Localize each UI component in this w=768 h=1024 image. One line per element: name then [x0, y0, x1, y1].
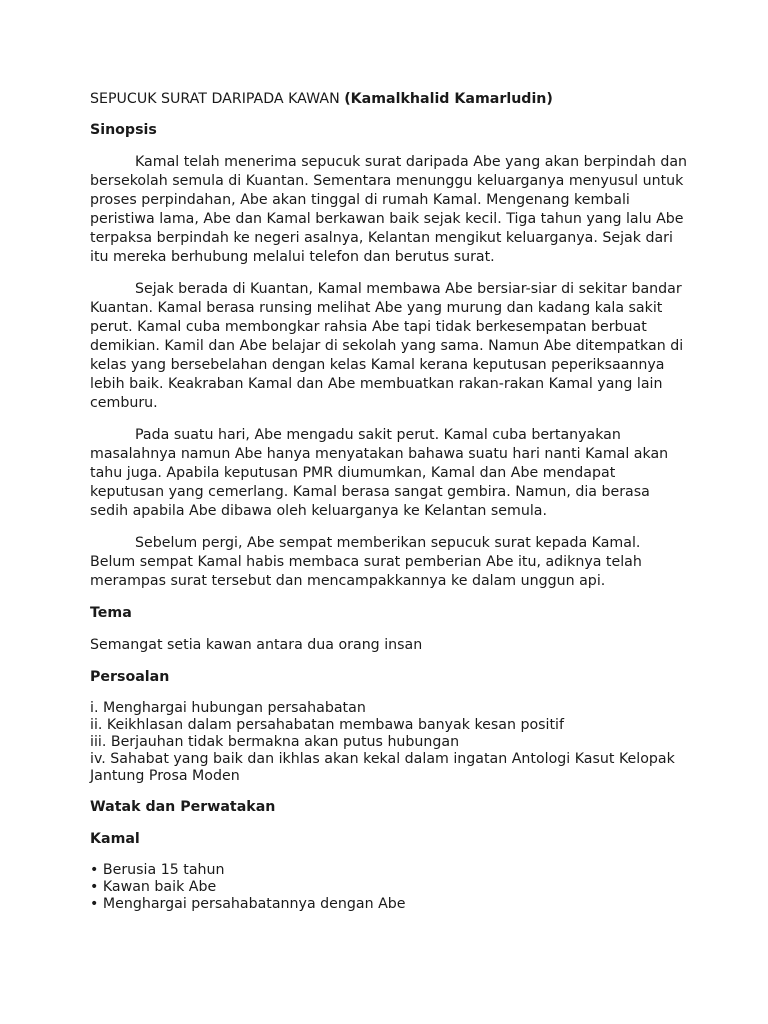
sinopsis-heading: Sinopsis	[90, 122, 157, 138]
document-title	[90, 90, 690, 109]
list-item: • Kawan baik Abe	[90, 879, 217, 895]
document-page	[90, 90, 690, 926]
list-item: iv. Sahabat yang baik dan ikhlas akan kekal dalam ingatan Antologi Kasut Kelopak Jantung Prosa Moden	[90, 751, 675, 784]
persoalan-heading: Persoalan	[90, 669, 170, 685]
list-item: iii. Berjauhan tidak bermakna akan putus hubungan	[90, 734, 460, 750]
list-item: i. Menghargai hubungan persahabatan	[90, 700, 366, 716]
sinopsis-paragraph-2: Sejak berada di Kuantan, Kamal membawa Abe bersiar-siar di sekitar bandar Kuantan. Kamal berasa runsing melihat Abe yang murung dan kadang kala sakit perut. Kamal cuba membongkar rahsia Abe tapi tidak berkesempatan berbuat demikian. Kamil dan Abe belajar di sekolah yang sama. Namun Abe ditempatkan di kelas yang bersebelahan dengan kelas Kamal kerana keputusan peperiksaannya lebih baik. Keakraban Kamal dan Abe membuatkan rakan-rakan Kamal yang lain cemburu.	[90, 281, 684, 411]
sinopsis-paragraph-1: Kamal telah menerima sepucuk surat daripada Abe yang akan berpindah dan bersekolah semula di Kuantan. Sementara menunggu keluarganya menyusul untuk proses perpindahan, Abe akan tinggal di rumah Kamal. Mengenang kembali peristiwa lama, Abe dan Kamal berkawan baik sejak kecil. Tiga tahun yang lalu Abe terpaksa berpindah ke negeri asalnya, Kelantan mengikut keluarganya. Sejak dari itu mereka berhubung melalui telefon dan berutus surat.	[90, 154, 688, 265]
kamal-list	[90, 862, 690, 913]
list-item: • Berusia 15 tahun	[90, 862, 225, 878]
tema-text: Semangat setia kawan antara dua orang insan	[90, 637, 423, 653]
watak-heading: Watak dan Perwatakan	[90, 799, 276, 815]
kamal-heading: Kamal	[90, 831, 140, 847]
persoalan-list	[90, 700, 690, 785]
tema-heading: Tema	[90, 605, 132, 621]
author-name: (Kamalkhalid Kamarludin)	[344, 91, 553, 107]
sinopsis-paragraph-4: Sebelum pergi, Abe sempat memberikan sepucuk surat kepada Kamal. Belum sempat Kamal habis membaca surat pemberian Abe itu, adiknya telah merampas surat tersebut dan mencampakkannya ke dalam unggun api.	[90, 535, 642, 589]
list-item: • Menghargai persahabatannya dengan Abe	[90, 896, 406, 912]
sinopsis-paragraph-3: Pada suatu hari, Abe mengadu sakit perut. Kamal cuba bertanyakan masalahnya namun Abe hanya menyatakan bahawa suatu hari nanti Kamal akan tahu juga. Apabila keputusan PMR diumumkan, Kamal dan Abe mendapat keputusan yang cemerlang. Kamal berasa sangat gembira. Namun, dia berasa sedih apabila Abe dibawa oleh keluarganya ke Kelantan semula.	[90, 427, 669, 519]
title-text: SEPUCUK SURAT DARIPADA KAWAN	[90, 91, 345, 107]
list-item: ii. Keikhlasan dalam persahabatan membawa banyak kesan positif	[90, 717, 564, 733]
